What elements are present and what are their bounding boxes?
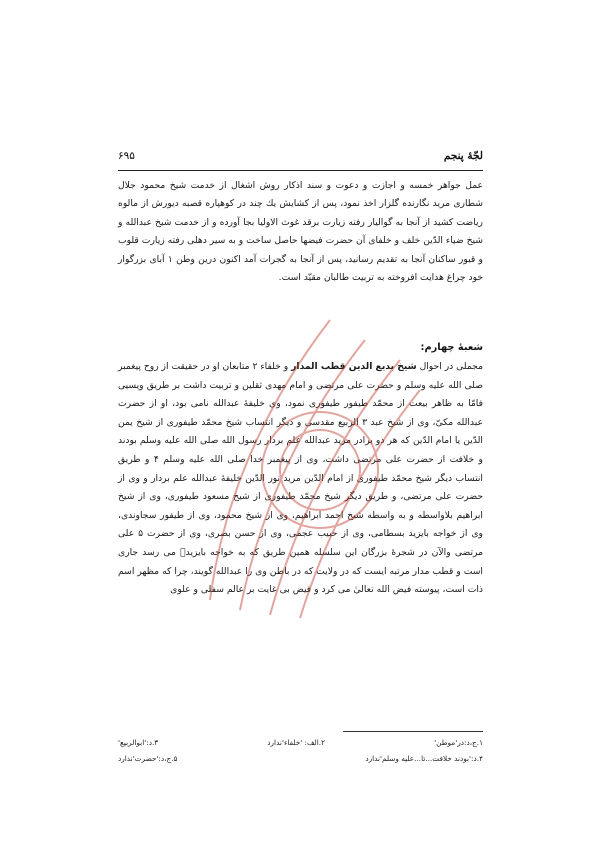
footnote-3: ۳.د:'ابوالربیع'	[118, 738, 159, 747]
body-text-bottom	[118, 358, 483, 600]
paragraph-1: عمل جواهر خمسه و اجازت و دعوت و سند اذکار روش اشغال از خدمت شیخ محمود جلال شطاری مرید نگارنده گلزار اخذ نمود، پس از کشایش یك چند در کوهپاره قصبه دیورش از مالوه ریاضت کشید از آنجا به گوالیار رفته زیارت برقد غوث الاولیا بجا آورده و از خدمت شیخ عبدالله و شیخ ضیاء الدّین خلف و خلفای آن حضرت فیضها حاصل ساخت و به سیر دهلی رفته زیارت قلوب و قبور ساکنان آنجا به تقدیم رسانید، پس از آنجا به گجرات آمد اکنون درین وطن ۱ آبای بزرگوار خود چراغ هدایت افروخته به تربیت طالبان مقیّد است.	[118, 180, 483, 284]
footnote-5: ۵.ج،د:'حضرت'ندارد	[118, 754, 178, 763]
chapter-title: لجّهٔ پنجم	[443, 150, 483, 162]
page-number: ۶۹۵	[118, 150, 135, 162]
body-text-top	[118, 177, 483, 287]
footnote-4: ۴.د:'بودند خلافت...تا...علیه وسلم'ندارد	[365, 754, 483, 763]
section-heading: شعبهٔ چهارم:	[420, 342, 483, 353]
footnote-row-1	[118, 738, 483, 754]
footnotes	[118, 738, 483, 770]
footnote-2: ۲.الف: 'خلفاء'ندارد	[267, 738, 326, 747]
footnote-row-2	[118, 754, 483, 770]
header-rule	[118, 170, 483, 171]
paragraph-2-body: و خلفاء ۲ متابعان او در حقیقت از روح پیغمبر صلی الله علیه وسلم و حضرت علی مرتضی و امام مهدی ثقلین و تربیت داشت بر طریق ویسیی فامّا به ظاهر بیعت از محمّد طیفور طیفوری نمود، وی خلیفهٔ عبدالله نامی بود، او از حضرت عبدالله مکیّ، وی از شیخ عبد ۳ الربیع مقدسی و دیگر انتساب شیخ محمّد طیفوری از شیخ یمن الدّین یا امام الدّین که هر دو برادر مرید عبدالله علم بردار رسول الله صلی الله علیه وسلم بودند و خلافت از حضرت علی مرتضی داشت، وی از پیغمبر خدا صلی الله علیه وسلم ۴ و طریق انتساب دیگر شیخ محمّد طیفوری از امام الدّین مرید نور الدّین خلیفهٔ عبدالله علم بردار و وی از حضرت علی مرتضی، و طریق دیگر شیخ محمّد طیفوری از شیخ مسعود طیفوری، وی از شیخ ابراهیم بلاواسطه و به واسطه شیخ احمد ابراهیم، وی از شیخ محمود، وی از طیفور سجاوندی، وی از خواجه بایزید بسطامی، وی از حبیب عجمی، وی از حسن بصری، وی از حضرت ۵ علی مرتضی والآن در شجرهٔ بزرگان این سلسله همین طریق که به خواجه بایزیدؒ می رسد جاری است و قطب مدار مرتبه ایست که در ولایت که در باطن وی را عبدالله گویند، چرا که مظهر اسم ذات است، پیوسته فیض الله تعالیٰ می کرد و فیض بی غایت بر عالم سفلی و علوی	[118, 361, 483, 596]
paragraph-2-name: شیخ بدیع الدین قطب المدار	[291, 361, 417, 372]
paragraph-2-lead: مجملی در احوال	[419, 361, 484, 372]
footnote-rule	[343, 731, 483, 732]
footnote-1: ۱.ج،د:در'موطن'	[434, 738, 483, 747]
running-header	[118, 150, 483, 168]
